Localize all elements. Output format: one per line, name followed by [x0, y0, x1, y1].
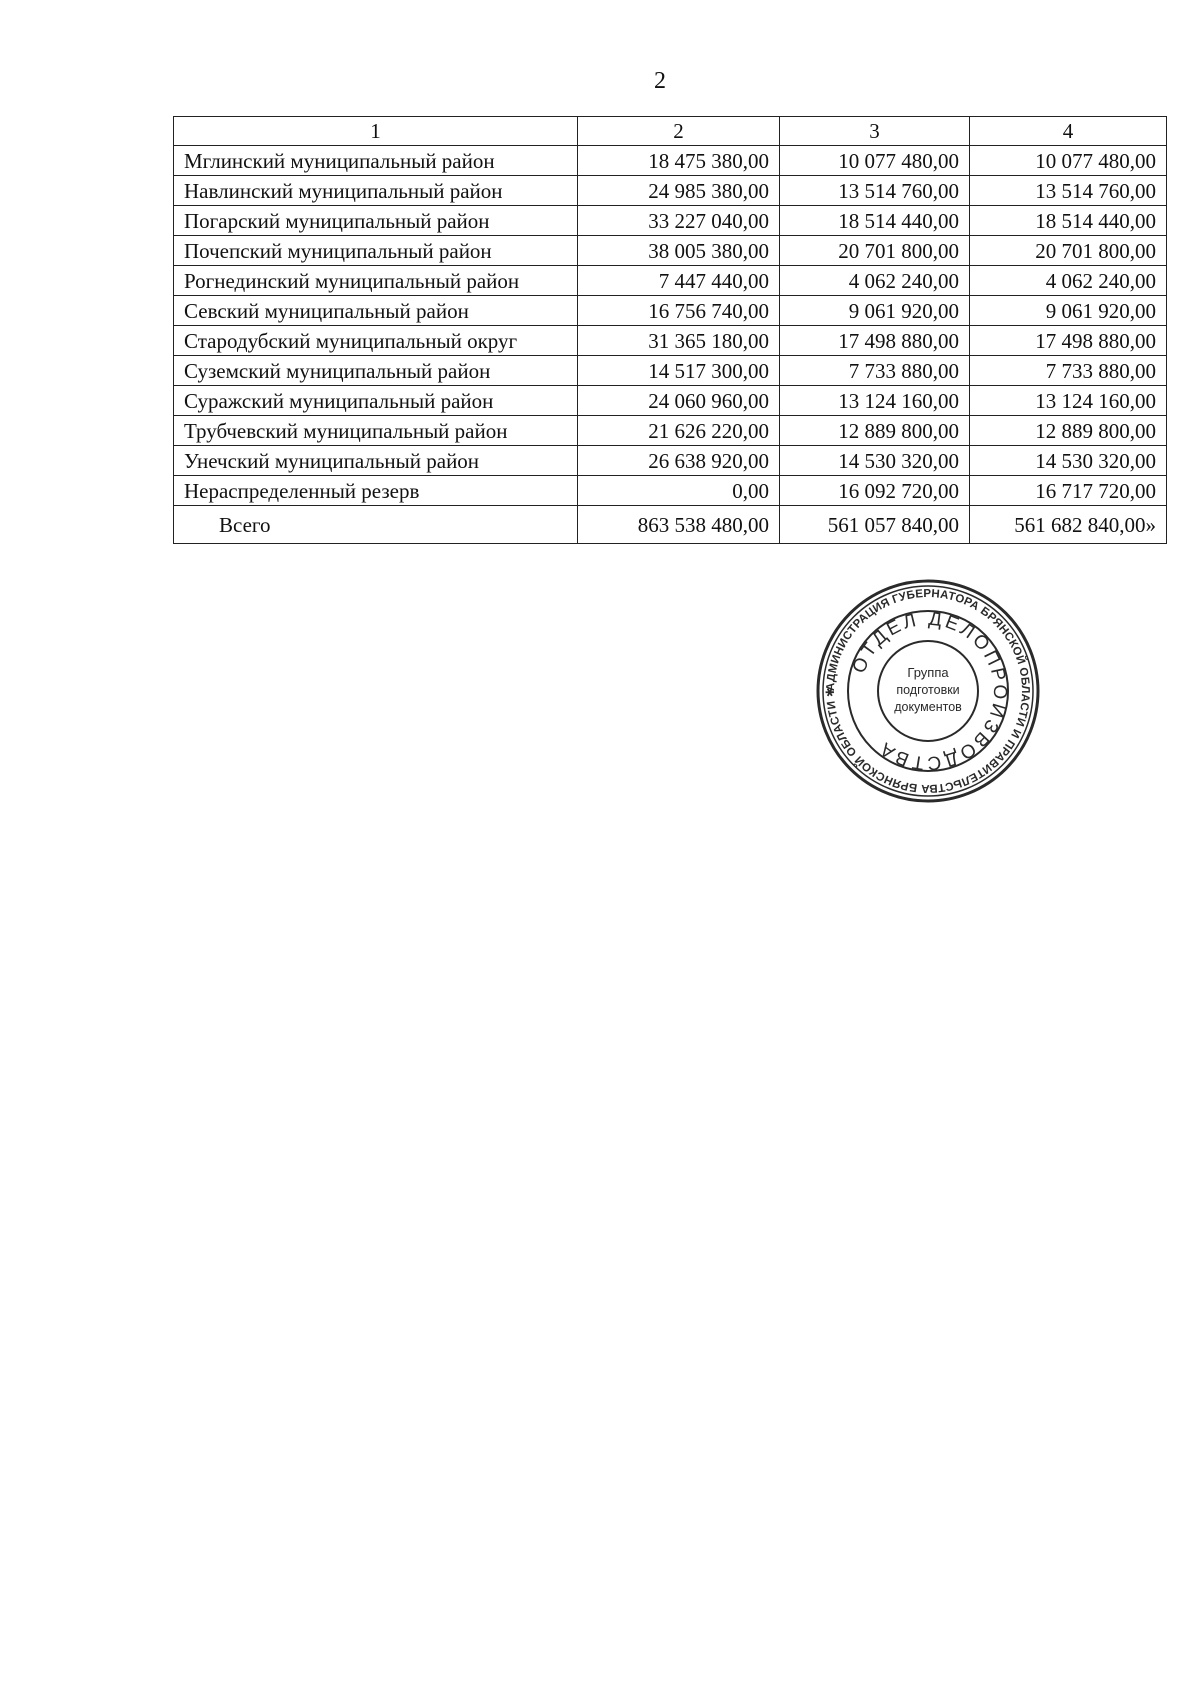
row-col-2: 18 475 380,00 [578, 146, 780, 176]
row-col-4: 7 733 880,00 [970, 356, 1167, 386]
row-col-3: 18 514 440,00 [780, 206, 970, 236]
total-col-2: 863 538 480,00 [578, 506, 780, 544]
row-col-3: 12 889 800,00 [780, 416, 970, 446]
row-col-2: 31 365 180,00 [578, 326, 780, 356]
row-name: Мглинский муниципальный район [174, 146, 578, 176]
table-row [174, 326, 1167, 356]
row-col-4: 18 514 440,00 [970, 206, 1167, 236]
row-col-4: 14 530 320,00 [970, 446, 1167, 476]
table-total-row [174, 506, 1167, 544]
stamp-center-line-2: подготовки [896, 683, 960, 697]
row-name: Севский муниципальный район [174, 296, 578, 326]
row-col-4: 13 514 760,00 [970, 176, 1167, 206]
row-col-4: 4 062 240,00 [970, 266, 1167, 296]
row-col-2: 7 447 440,00 [578, 266, 780, 296]
table-row [174, 386, 1167, 416]
row-col-3: 9 061 920,00 [780, 296, 970, 326]
table-row [174, 296, 1167, 326]
table-row [174, 446, 1167, 476]
total-col-3: 561 057 840,00 [780, 506, 970, 544]
header-col-1: 1 [174, 117, 578, 146]
table-row [174, 146, 1167, 176]
row-col-2: 38 005 380,00 [578, 236, 780, 266]
row-col-2: 24 060 960,00 [578, 386, 780, 416]
stamp-inner-text: ОТДЕЛ ДЕЛОПРОИЗВОДСТВА [848, 608, 1011, 774]
total-label: Всего [174, 506, 578, 544]
row-col-3: 14 530 320,00 [780, 446, 970, 476]
row-col-4: 12 889 800,00 [970, 416, 1167, 446]
row-col-4: 13 124 160,00 [970, 386, 1167, 416]
stamp-center-line-1: Группа [907, 665, 949, 680]
row-name: Нераспределенный резерв [174, 476, 578, 506]
row-name: Навлинский муниципальный район [174, 176, 578, 206]
row-col-4: 10 077 480,00 [970, 146, 1167, 176]
table-row [174, 476, 1167, 506]
stamp-outer-text: АДМИНИСТРАЦИЯ ГУБЕРНАТОРА БРЯНСКОЙ ОБЛАСТИ И ПРАВИТЕЛЬСТВА БРЯНСКОЙ ОБЛАСТИ ✱ [824, 587, 1032, 795]
row-col-3: 13 514 760,00 [780, 176, 970, 206]
row-col-3: 10 077 480,00 [780, 146, 970, 176]
row-col-3: 20 701 800,00 [780, 236, 970, 266]
table-row [174, 236, 1167, 266]
row-name: Погарский муниципальный район [174, 206, 578, 236]
total-col-4: 561 682 840,00» [970, 506, 1167, 544]
row-col-2: 26 638 920,00 [578, 446, 780, 476]
table-row [174, 266, 1167, 296]
page-number: 2 [654, 68, 666, 94]
row-col-3: 17 498 880,00 [780, 326, 970, 356]
header-col-2: 2 [578, 117, 780, 146]
row-col-2: 24 985 380,00 [578, 176, 780, 206]
stamp-center-line-3: документов [894, 700, 962, 714]
row-name: Почепский муниципальный район [174, 236, 578, 266]
row-name: Суражский муниципальный район [174, 386, 578, 416]
row-col-2: 33 227 040,00 [578, 206, 780, 236]
row-col-2: 16 756 740,00 [578, 296, 780, 326]
table-row [174, 416, 1167, 446]
allocation-table [173, 116, 1167, 544]
table-row [174, 356, 1167, 386]
row-name: Трубчевский муниципальный район [174, 416, 578, 446]
table-header-row [174, 117, 1167, 146]
row-col-3: 7 733 880,00 [780, 356, 970, 386]
row-col-2: 0,00 [578, 476, 780, 506]
row-col-2: 14 517 300,00 [578, 356, 780, 386]
row-name: Стародубский муниципальный округ [174, 326, 578, 356]
official-stamp [815, 578, 1041, 804]
row-col-4: 16 717 720,00 [970, 476, 1167, 506]
row-col-3: 4 062 240,00 [780, 266, 970, 296]
row-name: Суземский муниципальный район [174, 356, 578, 386]
row-col-3: 13 124 160,00 [780, 386, 970, 416]
row-col-4: 9 061 920,00 [970, 296, 1167, 326]
table-row [174, 176, 1167, 206]
row-col-4: 20 701 800,00 [970, 236, 1167, 266]
row-name: Рогнединский муниципальный район [174, 266, 578, 296]
header-col-3: 3 [780, 117, 970, 146]
header-col-4: 4 [970, 117, 1167, 146]
table-row [174, 206, 1167, 236]
row-col-3: 16 092 720,00 [780, 476, 970, 506]
row-name: Унечский муниципальный район [174, 446, 578, 476]
row-col-4: 17 498 880,00 [970, 326, 1167, 356]
row-col-2: 21 626 220,00 [578, 416, 780, 446]
